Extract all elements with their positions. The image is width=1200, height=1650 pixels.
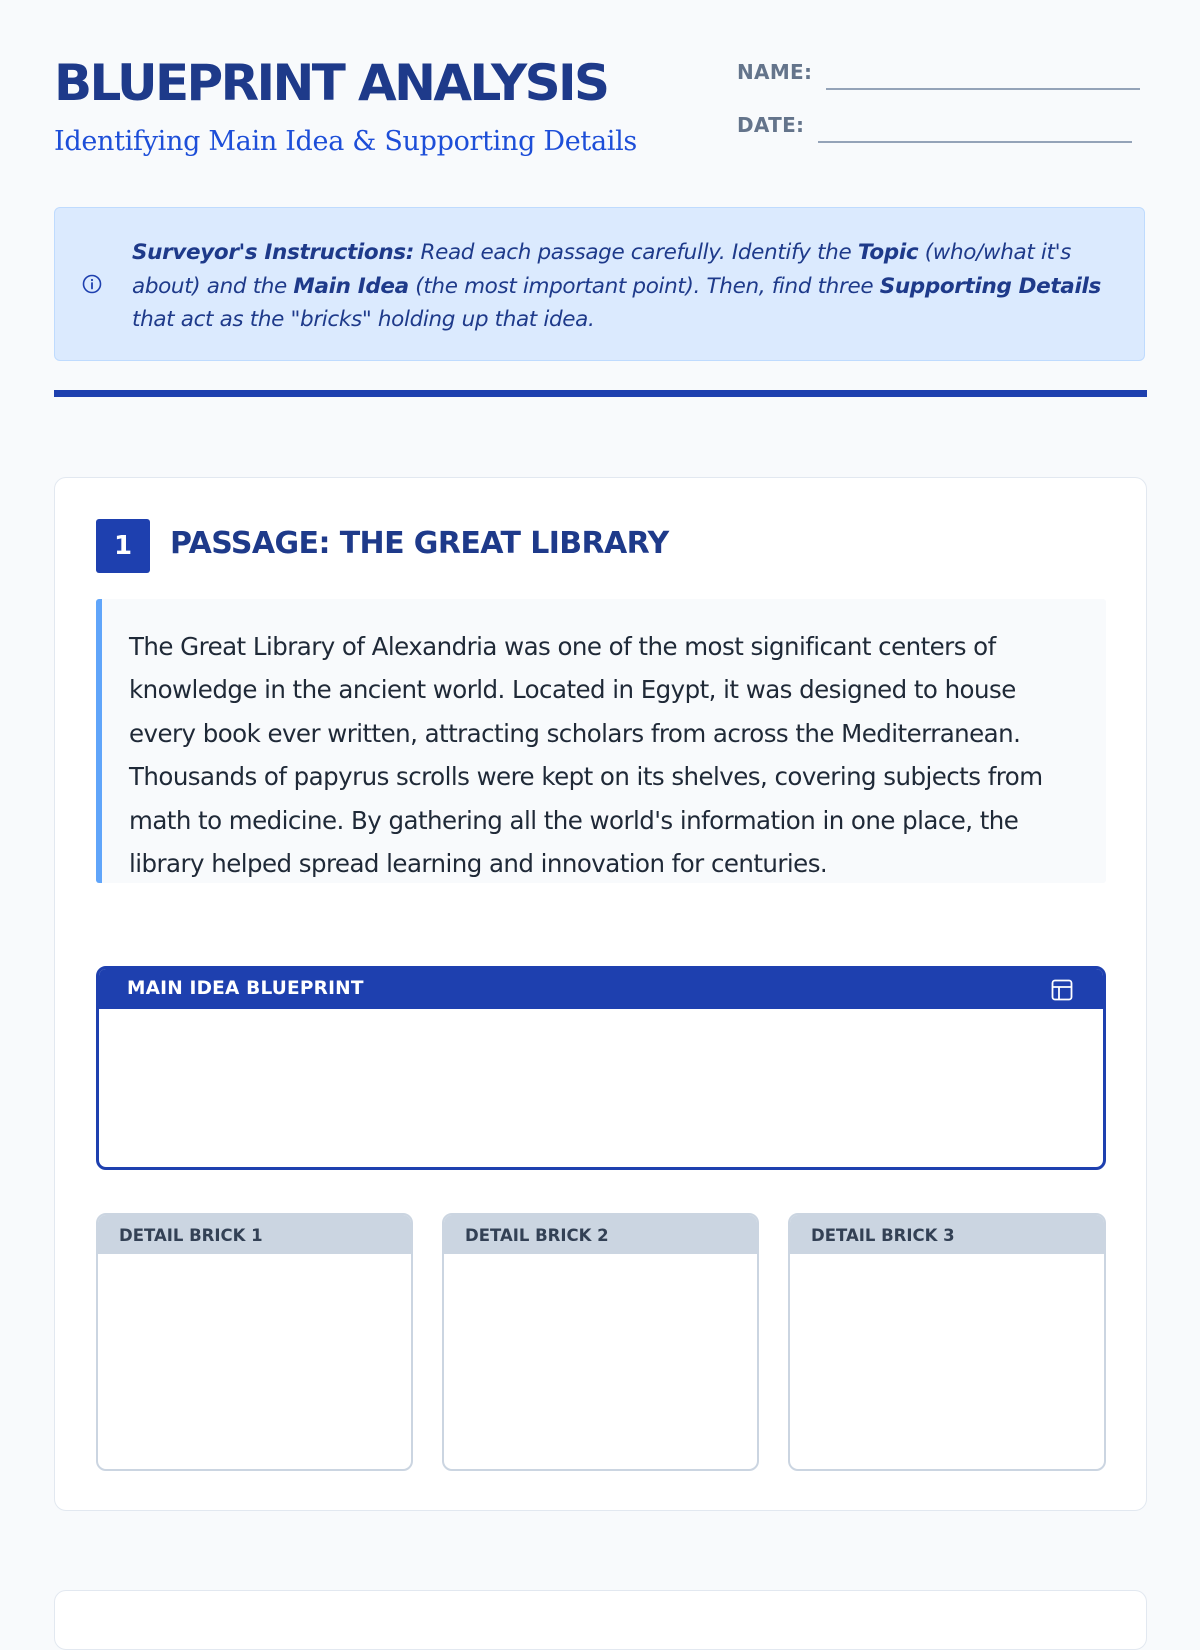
- instructions-part-4: that act as the "bricks" holding up that idea.: [132, 307, 595, 332]
- section-divider: [54, 390, 1147, 397]
- detail-brick-header: [98, 1215, 411, 1254]
- worksheet-page: [54, 0, 1147, 1600]
- instructions-part-3: (the most important point). Then, find three: [408, 273, 880, 299]
- date-line[interactable]: [818, 141, 1132, 143]
- next-passage-card: [54, 1590, 1147, 1650]
- instructions-lead: Surveyor's Instructions:: [132, 240, 414, 265]
- header: [54, 52, 1147, 172]
- detail-brick-2[interactable]: [442, 1213, 759, 1471]
- passage-text: The Great Library of Alexandria was one of the most significant centers of knowledge in the ancient world. Located in Egypt, it was designed to house every book ever written, attracting scholars from across the Mediterranean. Thousands of papyrus scrolls were kept on its shelves, covering subjects from math to medicine. By gathering all the world's information in one place, the library helped spread learning and innovation for centuries.: [129, 632, 1043, 879]
- instructions-part-1: Read each passage carefully. Identify the: [414, 240, 858, 265]
- passage-title: PASSAGE: THE GREAT LIBRARY: [170, 526, 669, 561]
- detail-brick-label: DETAIL BRICK 2: [465, 1226, 609, 1245]
- main-idea-box[interactable]: [96, 966, 1106, 1170]
- term-topic: Topic: [857, 240, 919, 265]
- passage-box: [96, 599, 1106, 883]
- date-field: [737, 113, 1132, 137]
- date-label: DATE:: [737, 113, 805, 137]
- passage-card: [54, 477, 1147, 1511]
- page-title: BLUEPRINT ANALYSIS: [54, 54, 608, 112]
- passage-number-badge: 1: [96, 519, 150, 573]
- name-line[interactable]: [826, 88, 1140, 90]
- term-main-idea: Main Idea: [293, 273, 409, 299]
- page-subtitle: Identifying Main Idea & Supporting Details: [54, 126, 637, 157]
- layout-icon: [1050, 978, 1074, 1002]
- name-label: NAME:: [737, 60, 813, 84]
- term-supporting-details: Supporting Details: [879, 273, 1101, 299]
- detail-brick-1[interactable]: [96, 1213, 413, 1471]
- instructions-part-2: (who/what it's about) and the: [132, 240, 1071, 299]
- name-field: [737, 60, 1140, 84]
- detail-brick-label: DETAIL BRICK 3: [811, 1226, 955, 1245]
- detail-brick-3[interactable]: [788, 1213, 1106, 1471]
- instructions-box: [54, 207, 1145, 361]
- main-idea-header: [99, 969, 1103, 1009]
- detail-brick-label: DETAIL BRICK 1: [119, 1226, 263, 1245]
- detail-brick-header: [790, 1215, 1104, 1254]
- instructions-text: [132, 236, 1122, 337]
- detail-bricks: [96, 1213, 1106, 1471]
- main-idea-label: MAIN IDEA BLUEPRINT: [127, 978, 364, 999]
- detail-brick-header: [444, 1215, 757, 1254]
- info-icon: [82, 274, 102, 294]
